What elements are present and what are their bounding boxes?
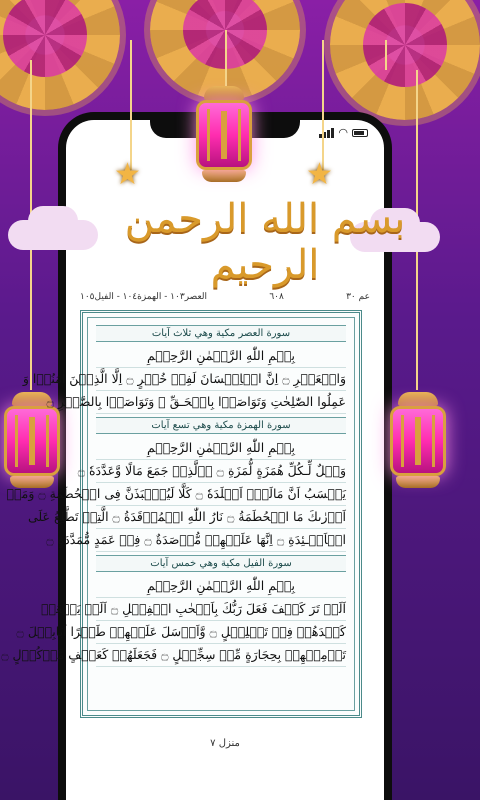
surah-title: سورة العصر مكية وهي ثلاث آيات [96,325,346,342]
wifi-icon: ◠ [338,126,348,139]
lantern-string [225,30,227,90]
ayah-line: وَالۡعَصۡرِ ۝ اِنَّ الۡاِنۡسَانَ لَفِىۡ خُسۡرٍ ۝ اِلَّا الَّذِيۡنَ اٰمَنُوۡا وَ [96,368,346,391]
surah-list: العصر١٠٣ - الهمزة١٠٤ - الفيل١٠٥ [80,292,208,302]
star-string [130,40,132,170]
surah-title: سورة الفيل مكية وهي خمس آيات [96,555,346,572]
ayah-line: تَرۡمِيۡهِمۡ بِحِجَارَةٍ مِّنۡ سِجِّيۡلٍ ۝ فَجَعَلَهُمۡ كَعَصۡفٍ مَّاۡكُوۡلٍ ۝ [96,644,346,667]
ayah-line: عَمِلُوا الصّٰلِحٰتِ وَتَوَاصَوۡا بِالۡحَـقِّ ۙ وَتَوَاصَوۡا بِالصَّبۡرِ ۝ [96,391,346,414]
ayah-line: يَحۡسَبُ اَنَّ مَالَهٗۤ اَخۡلَدَهٗ ۝ كَلَّا لَيُنۡۢبَذَنَّ فِى الۡحُطَمَةِ ۝ وَمَاۤ [96,483,346,506]
ayah-line: بِسۡمِ اللّٰهِ الرَّحۡمٰنِ الرَّحِيۡمِ [96,345,346,368]
status-bar [319,126,368,139]
ayah-line: بِسۡمِ اللّٰهِ الرَّحۡمٰنِ الرَّحِيۡمِ [96,575,346,598]
lantern-string [385,40,387,70]
star-icon: ★ [306,157,333,192]
surah-title: سورة الهمزة مكية وهي تسع آيات [96,417,346,434]
page-header [80,292,370,302]
page-number: ٦٠٨ [269,292,284,302]
lantern-icon [196,86,252,182]
juz-label: عم ٣٠ [346,292,370,302]
lantern-icon [390,392,446,488]
ornament-flower-right [330,0,480,120]
ayah-line: وَيۡلٌ لِّـكُلِّ هُمَزَةٍ لُّمَزَةِ ۝ اۨلَّذِىۡ جَمَعَ مَالًا وَّعَدَّدَهٗ ۝ [96,460,346,483]
ayah-line: كَيۡدَهُمۡ فِىۡ تَضۡلِيۡلٍ ۝ وَّاَرۡسَلَ عَلَيۡهِمۡ طَيۡرًا اَبَابِيۡلَ ۝ [96,621,346,644]
quran-page[interactable] [1,310,362,718]
ayah-line: اَلَمۡ تَرَ كَيۡفَ فَعَلَ رَبُّكَ بِاَصۡحٰبِ الۡفِيۡلِ ۝ اَلَمۡ يَجۡعَلۡ [96,598,346,621]
manzil-footer: منزل ٧ [210,738,240,749]
ornament-flower-left [0,0,120,110]
ayah-line: بِسۡمِ اللّٰهِ الرَّحۡمٰنِ الرَّحِيۡمِ [96,437,346,460]
cloud-decoration [28,206,78,236]
ayah-line: الۡاَفۡـئِدَةِ ۝ اِنَّهَا عَلَيۡهِمۡ مُّؤۡصَدَةٌ ۝ فِىۡ عَمَدٍ مُّمَدَّدَةٍ ۝ [96,529,346,552]
battery-icon [352,129,368,137]
star-icon: ★ [114,157,141,192]
ayah-line: اَدۡرٰىكَ مَا الۡحُطَمَةُ ۝ نَارُ اللّٰهِ الۡمُوۡقَدَةُ ۝ الَّتِىۡ تَطَّلِعُ عَلَى [96,506,346,529]
star-string [322,40,324,170]
bismillah-calligraphy: بسم الله الرحمن الرحيم [124,196,406,288]
